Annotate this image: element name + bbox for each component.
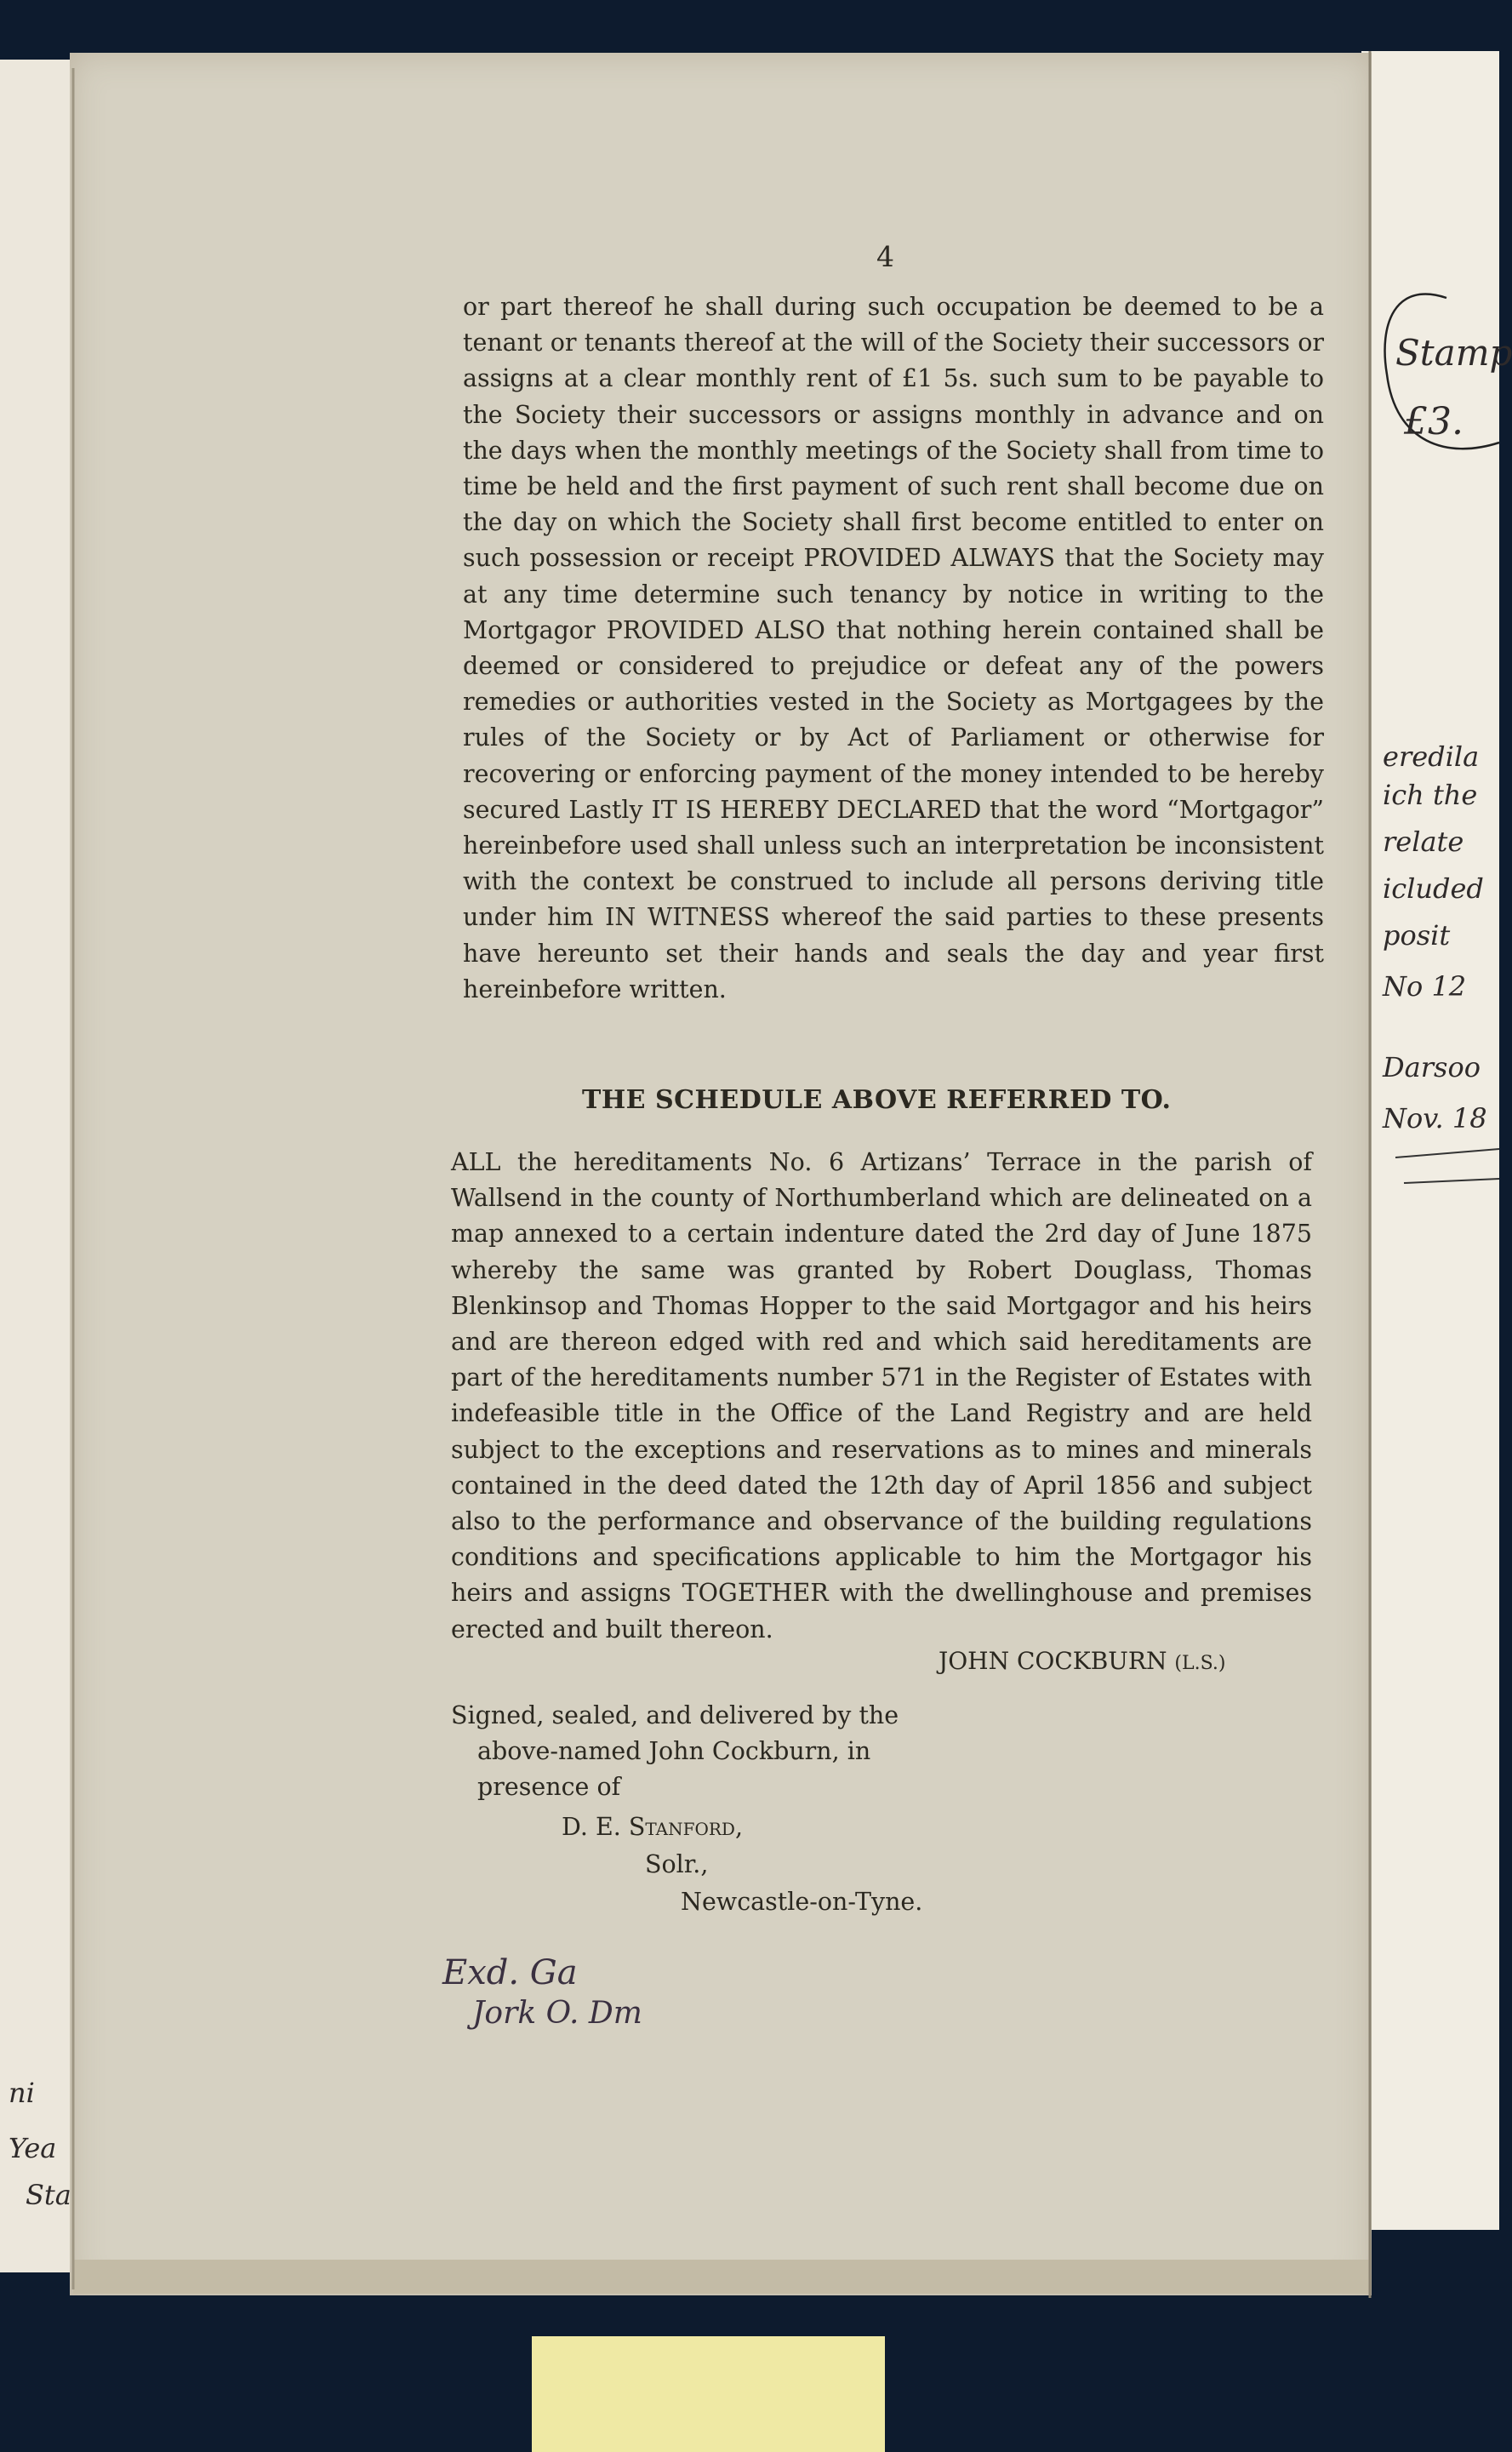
right-margin-fragment: ich the xyxy=(1383,779,1478,811)
attestation-line-2: above-named John Cockburn, in xyxy=(477,1737,871,1765)
margin-rule xyxy=(1395,1149,1499,1157)
right-margin-fragment: Darsoo xyxy=(1383,1051,1481,1083)
page-number: 4 xyxy=(876,240,894,273)
attestation-clause xyxy=(451,1698,899,1805)
attestation-line-3: presence of xyxy=(477,1773,621,1801)
handwritten-note-line-1: Exd. Ga xyxy=(442,1953,578,1992)
right-margin-fragment: eredila xyxy=(1383,740,1480,773)
left-margin-fragment: Yea xyxy=(9,2132,57,2164)
right-margin-fragment: icluded xyxy=(1383,872,1484,905)
stamp-note-line-2: £3. xyxy=(1404,400,1464,443)
stamp-note-line-1: Stamp xyxy=(1395,332,1512,374)
witness-title: Solr., xyxy=(645,1850,709,1878)
seal-mark: (L.S.) xyxy=(1174,1653,1226,1674)
signatory-name: JOHN COCKBURN xyxy=(939,1647,1167,1675)
margin-rule-2 xyxy=(1404,1179,1499,1183)
schedule-heading: THE SCHEDULE ABOVE REFERRED TO. xyxy=(582,1085,1172,1115)
right-margin-fragment: Nov. 18 xyxy=(1383,1102,1487,1135)
right-margin-fragment: No 12 xyxy=(1383,970,1467,1003)
witness-name: D. E. Stanford, xyxy=(562,1813,744,1841)
right-margin-fragment: posit xyxy=(1383,919,1451,952)
right-margin-fragment: relate xyxy=(1383,826,1464,858)
witness-place: Newcastle-on-Tyne. xyxy=(681,1888,923,1916)
left-margin-fragment: ni xyxy=(9,2077,35,2109)
schedule-text: ALL the hereditaments No. 6 Artizans’ Terrace in the parish of Wallsend in the county of Northumberland which are delineated on a map annexed to a certain indenture dated the 2rd day of June 1875 whereby the same was granted by Robert Douglass, Thomas Blenkinsop and Thomas Hopper to the said Mortgagor and his heirs and are thereon edged with red and which said hereditaments are part of the hereditaments number 571 in the Register of Estates with indefeasible title in the Office of the Land Registry and are held subject to the exceptions and reservations as to mines and minerals contained in the deed dated the 12th day of April 1856 and subject also to the performance and observance of the building regulations conditions and specifications applicable to him the Mortgagor his heirs and assigns TOGETHER with the dwellinghouse and premises erected and built thereon. xyxy=(451,1148,1312,1643)
signatory xyxy=(939,1647,1225,1675)
witness-block xyxy=(562,1809,922,1921)
mortgage-body-text: or part thereof he shall during such occupation be deemed to be a tenant or tenants thereof at the will of the Society their successors or assigns at a clear monthly rent of £1 5s. such sum to be payable to the Society their successors or assigns monthly in advance and on the days when the monthly meetings of the Society shall from time to time be held and the first payment of such rent shall become due on the day on which the Society shall first become entitled to enter on such possession or receipt PROVIDED ALWAYS that the Society may at any time determine such tenancy by notice in writing to the Mortgagor PROVIDED ALSO that nothing herein contained shall be deemed or considered to prejudice or defeat any of the powers remedies or authorities vested in the Society as Mortgagees by the rules of the Society or by Act of Parliament or otherwise for recovering or enforcing payment of the money intended to be hereby secured Lastly IT IS HEREBY DECLARED that the word “Mortgagor” hereinbefore used shall unless such an interpretation be inconsistent with the context be construed to include all persons deriving title under him IN WITNESS whereof the said parties to these presents have hereunto set their hands and seals the day and year first hereinbefore written. xyxy=(463,293,1324,1003)
handwritten-note-line-2: Jork O. Dm xyxy=(472,1996,642,2031)
attestation-line-1: Signed, sealed, and delivered by the xyxy=(451,1701,899,1729)
left-margin-fragment: Sta xyxy=(26,2179,71,2211)
